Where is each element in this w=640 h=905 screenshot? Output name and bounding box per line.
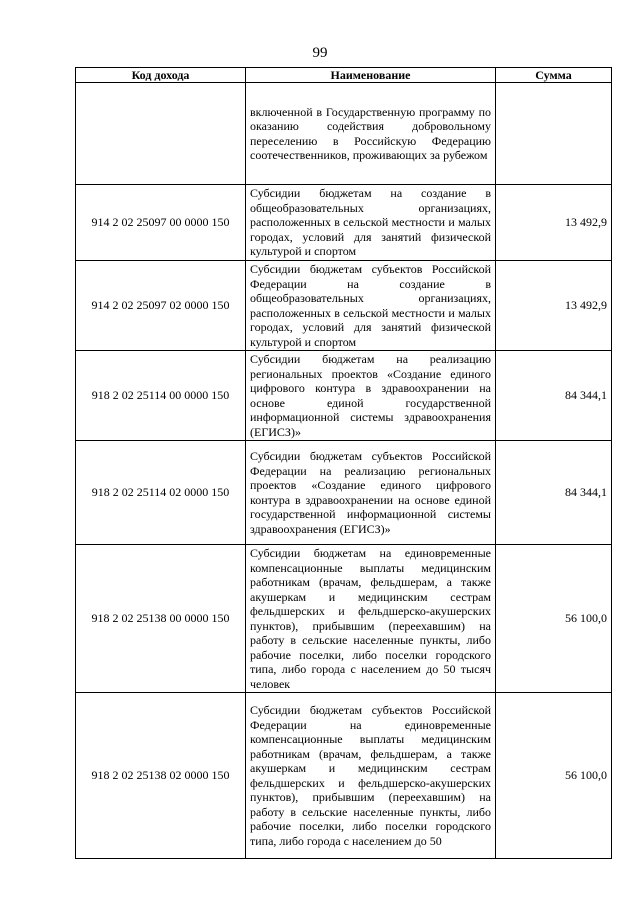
header-name: Наименование	[246, 68, 496, 83]
revenue-sum	[496, 83, 612, 185]
revenue-sum: 56 100,0	[496, 545, 612, 693]
table-row	[76, 693, 612, 859]
revenue-sum: 84 344,1	[496, 441, 612, 545]
revenue-table	[75, 67, 612, 859]
revenue-code: 918 2 02 25114 02 0000 150	[76, 441, 246, 545]
revenue-name: Субсидии бюджетам на создание в общеобразовательных организациях, расположенных в сельской местности и малых городах, условий для занятий физической культурой и спортом	[246, 185, 496, 261]
page-number: 99	[312, 45, 328, 61]
revenue-name: Субсидии бюджетам субъектов Российской Федерации на реализацию региональных проектов «Создание единого цифрового контура в здравоохранении на основе единой государственной информационной системы здравоохранения (ЕГИСЗ)»	[246, 441, 496, 545]
table-row	[76, 83, 612, 185]
table-row	[76, 545, 612, 693]
table-row	[76, 351, 612, 441]
revenue-sum: 13 492,9	[496, 185, 612, 261]
revenue-name: Субсидии бюджетам на реализацию региональных проектов «Создание единого цифрового контура в здравоохранении на основе единой государственной информационной системы здравоохранения (ЕГИСЗ)»	[246, 351, 496, 441]
revenue-code	[76, 83, 246, 185]
revenue-code: 918 2 02 25138 02 0000 150	[76, 693, 246, 859]
header-code: Код дохода	[76, 68, 246, 83]
revenue-code: 918 2 02 25138 00 0000 150	[76, 545, 246, 693]
revenue-code: 914 2 02 25097 02 0000 150	[76, 261, 246, 351]
revenue-code: 914 2 02 25097 00 0000 150	[76, 185, 246, 261]
revenue-name: включенной в Государственную программу по оказанию содействия добровольному переселению в Российскую Федерацию соотечественников, проживающих за рубежом	[246, 83, 496, 185]
revenue-code: 918 2 02 25114 00 0000 150	[76, 351, 246, 441]
table-header-row	[76, 68, 612, 83]
revenue-name: Субсидии бюджетам субъектов Российской Федерации на создание в общеобразовательных организациях, расположенных в сельской местности и малых городах, условий для занятий физической культурой и спортом	[246, 261, 496, 351]
revenue-sum: 56 100,0	[496, 693, 612, 859]
revenue-sum: 84 344,1	[496, 351, 612, 441]
header-sum: Сумма	[496, 68, 612, 83]
table-row	[76, 185, 612, 261]
revenue-name: Субсидии бюджетам субъектов Российской Федерации на единовременные компенсационные выплаты медицинским работникам (врачам, фельдшерам, а также акушеркам и медицинским сестрам фельдшерских и фельдшерско-акушерских пунктов), прибывшим (переехавшим) на работу в сельские населенные пункты, либо рабочие поселки, либо поселки городского типа, либо города с населением до 50	[246, 693, 496, 859]
table-row	[76, 441, 612, 545]
revenue-sum: 13 492,9	[496, 261, 612, 351]
table-row	[76, 261, 612, 351]
revenue-name: Субсидии бюджетам на единовременные компенсационные выплаты медицинским работникам (врачам, фельдшерам, а также акушеркам и медицинским сестрам фельдшерских и фельдшерско-акушерских пунктов), прибывшим (переехавшим) на работу в сельские населенные пункты, либо рабочие поселки, либо поселки городского типа, либо города с населением до 50 тысяч человек	[246, 545, 496, 693]
